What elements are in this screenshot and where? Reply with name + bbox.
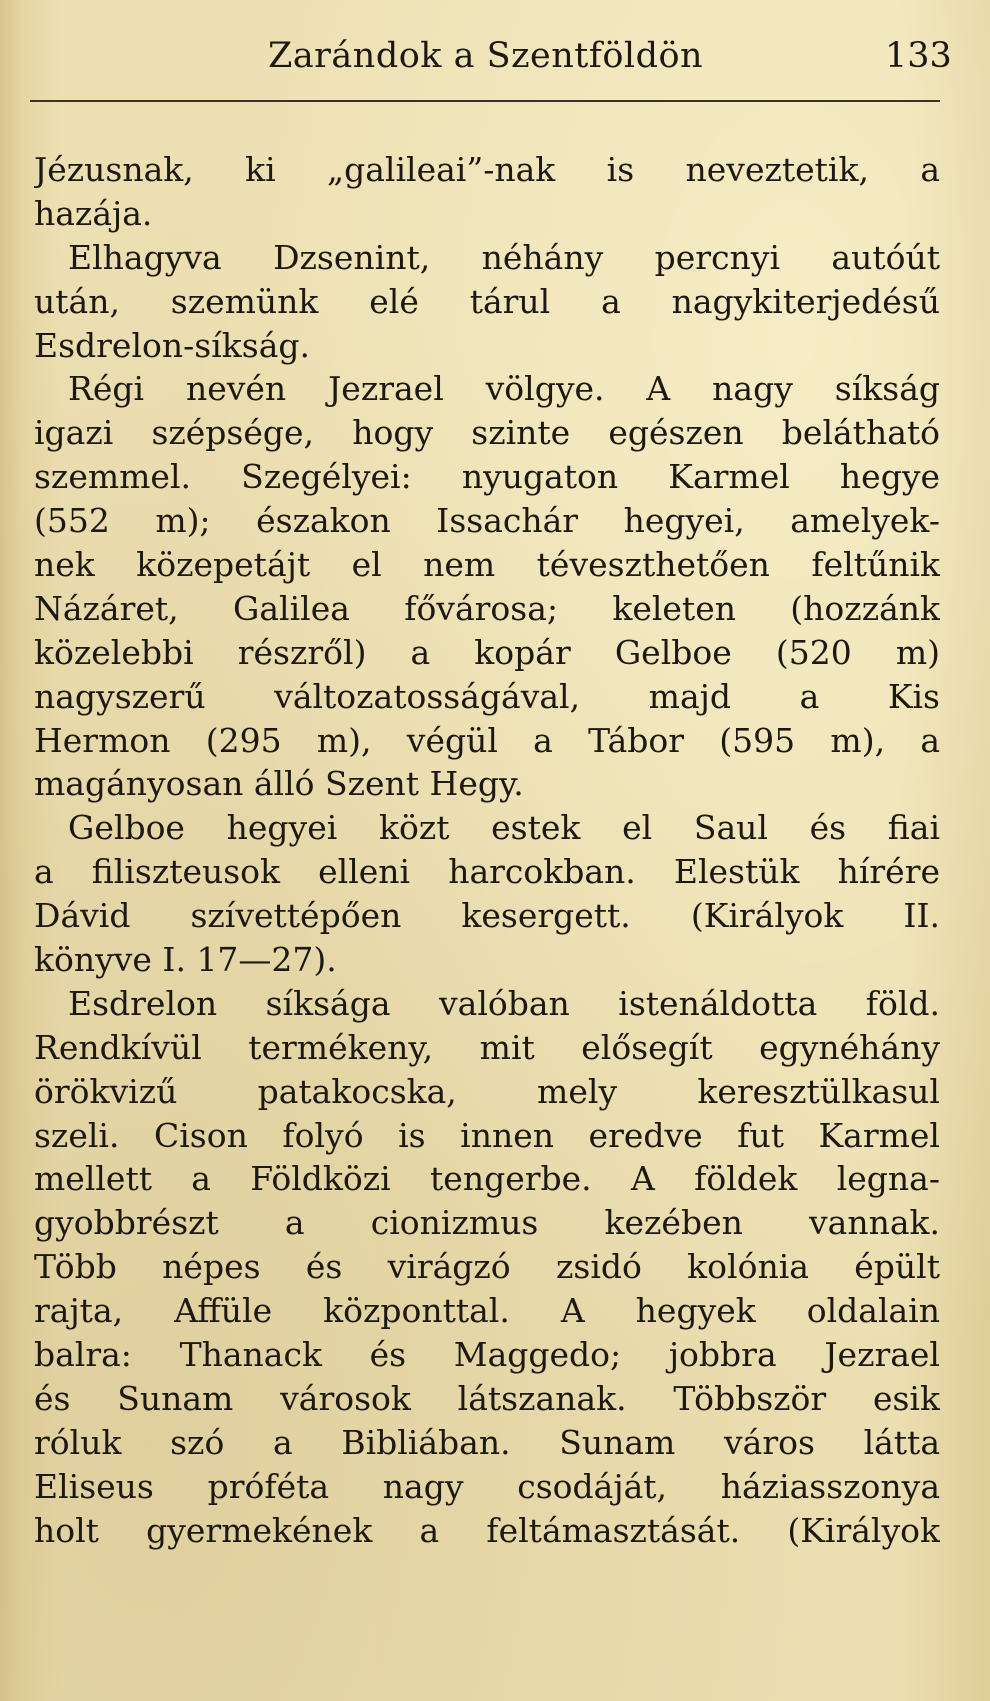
page-header <box>0 36 990 86</box>
text-line: a filiszteusok elleni harcokban. Elestük hírére <box>34 852 940 892</box>
text-line: közelebbi részről) a kopár Gelboe (520 m) <box>34 632 940 672</box>
text-line: és Sunam városok látszanak. Többször esik <box>34 1378 940 1418</box>
text-line: Esdrelon síksága valóban istenáldotta föld. <box>68 983 940 1023</box>
text-line: gyobbrészt a cionizmus kezében vannak. <box>34 1203 940 1243</box>
text-line: igazi szépsége, hogy szinte egészen belátható <box>34 413 940 453</box>
text-line: Rendkívül termékeny, mit elősegít egynéhány <box>34 1027 940 1067</box>
text-line: (552 m); északon Issachár hegyei, amelyek- <box>34 501 940 541</box>
text-line: Dávid szívettépően kesergett. (Királyok II. <box>34 896 940 936</box>
text-line: balra: Thanack és Maggedo; jobbra Jezrael <box>34 1335 940 1375</box>
text-line: Gelboe hegyei közt estek el Saul és fiai <box>68 808 940 848</box>
text-line: róluk szó a Bibliában. Sunam város látta <box>34 1422 940 1462</box>
text-line: szeli. Cison folyó is innen eredve fut Karmel <box>34 1115 940 1155</box>
text-line: könyve I. 17—27). <box>34 940 337 980</box>
running-title: Zarándok a Szentföldön <box>268 36 704 76</box>
text-line: mellett a Földközi tengerbe. A földek legna- <box>34 1159 940 1199</box>
text-line: örökvizű patakocska, mely keresztülkasul <box>34 1071 940 1111</box>
text-line: hazája. <box>34 193 153 233</box>
text-line: holt gyermekének a feltámasztását. (Királyok <box>34 1510 940 1550</box>
page-number: 133 <box>885 36 952 76</box>
text-line: Régi nevén Jezrael völgye. A nagy síkság <box>68 369 940 409</box>
text-line: Jézusnak, ki „galileai”-nak is neveztetik, a <box>34 150 940 189</box>
header-rule <box>30 100 940 102</box>
text-line: után, szemünk elé tárul a nagykiterjedésű <box>34 281 940 321</box>
body-text <box>34 148 940 1553</box>
text-line: nagyszerű változatosságával, majd a Kis <box>34 676 940 716</box>
text-line: rajta, Affüle központtal. A hegyek oldalain <box>34 1291 940 1331</box>
text-line: szemmel. Szegélyei: nyugaton Karmel hegye <box>34 457 940 497</box>
text-line: nek közepetájt el nem téveszthetően feltűnik <box>34 545 940 585</box>
text-line: Hermon (295 m), végül a Tábor (595 m), a <box>34 720 940 760</box>
text-line: Esdrelon-síkság. <box>34 325 310 365</box>
text-line: Elhagyva Dzsenint, néhány percnyi autóút <box>68 237 940 277</box>
text-line: magányosan álló Szent Hegy. <box>34 764 524 804</box>
text-line: Eliseus próféta nagy csodáját, háziasszonya <box>34 1466 940 1506</box>
text-line: Názáret, Galilea fővárosa; keleten (hozzánk <box>34 588 940 628</box>
text-line: Több népes és virágzó zsidó kolónia épült <box>34 1247 940 1287</box>
